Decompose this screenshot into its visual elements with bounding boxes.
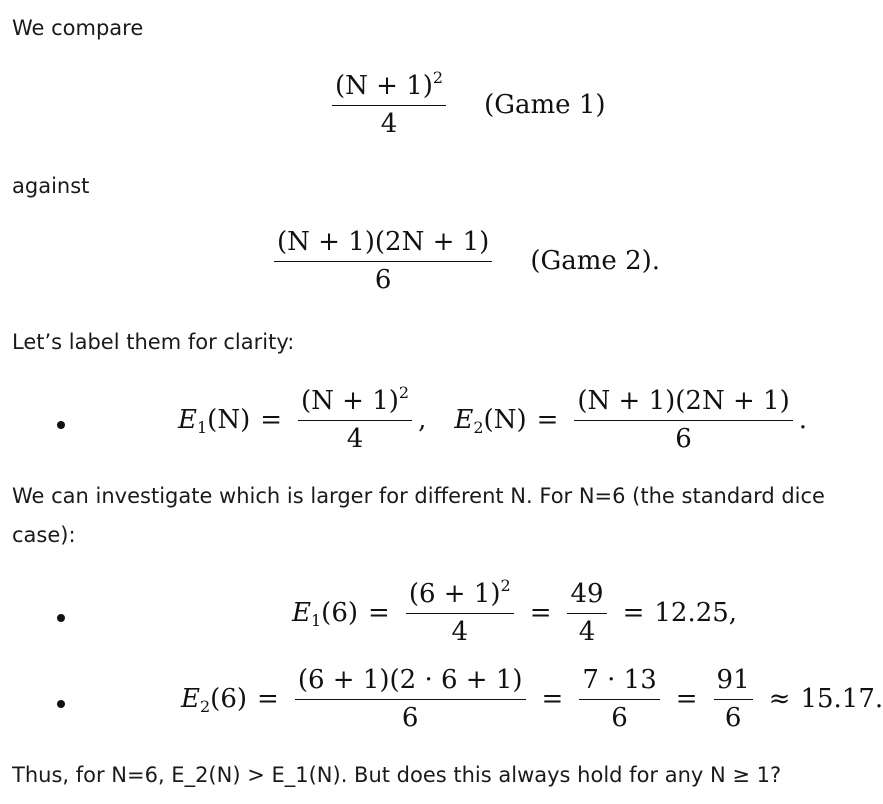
e1-six-denominator: 4: [451, 616, 469, 647]
game2-equation: [268, 228, 660, 294]
e1-exponent: 2: [398, 383, 410, 402]
e1-fraction: [298, 383, 412, 454]
label-text: Let’s label them for clarity:: [12, 330, 295, 354]
e1-six-result: 12.25,: [654, 598, 738, 629]
conclusion-text: Thus, for N=6, E_2(N) > E_1(N). But does this always hold for any N ≥ 1?: [12, 763, 782, 787]
bullet-point: [57, 700, 65, 708]
e1-six-simplified-fraction: [567, 580, 606, 646]
e2-six-result: 15.17.: [800, 684, 883, 715]
e2-six-label: E: [181, 684, 200, 715]
e2-six-equation: $E_2(6)$ = $\frac{(6 + 1)(2 \cdot 6 + 1)}{6}$ = $\frac{7 \cdot 13}{6}$ = $\frac{91}{6}$ ≈ 15.17.: [181, 665, 883, 733]
e1-label: E: [178, 405, 197, 436]
e1-six-numerator: (6 + 1): [408, 579, 501, 609]
e2-six-simplified-fraction: [714, 666, 753, 732]
game1-denominator: 4: [380, 108, 398, 139]
investigate-text: We can investigate which is larger for different N. For N=6 (the standard dice case):: [12, 484, 825, 547]
e1-denominator: 4: [346, 423, 364, 454]
game2-denominator: 6: [374, 264, 392, 295]
e2-argument: (N): [483, 405, 527, 436]
e2-six-subscript: 2: [199, 697, 211, 717]
e2-six-product-numerator: 7 · 13: [579, 666, 659, 700]
e2-six-simplified-denominator: 6: [724, 702, 742, 733]
e1-six-subscript: 1: [310, 611, 322, 631]
game2-tag: (Game 2).: [530, 246, 661, 277]
e1-subscript: 1: [196, 418, 208, 438]
game1-tag: (Game 1): [484, 90, 606, 121]
e2-fraction: [574, 387, 792, 453]
e1-six-label: E: [292, 598, 311, 629]
e2-subscript: 2: [473, 418, 484, 438]
against-text: against: [12, 174, 90, 198]
game2-numerator: (N + 1)(2N + 1): [274, 228, 492, 262]
intro-text: We compare: [12, 16, 144, 40]
bullet-point: [57, 614, 65, 622]
e1-six-simplified-numerator: 49: [567, 580, 606, 614]
e2-label: E: [454, 405, 474, 436]
e2-six-simplified-numerator: 91: [714, 666, 753, 700]
game1-exponent: 2: [432, 68, 444, 87]
e1-six-equation: $E_1(6)$ = $\frac{(6 + 1)^2}{4}$ = $\frac{49}{4}$ = 12.25,: [292, 576, 738, 647]
e1-argument: (N): [207, 405, 251, 436]
e1-six-fraction: [406, 576, 514, 647]
bullet-point: [57, 421, 65, 429]
e1-six-argument: (6): [321, 598, 359, 629]
game1-numerator: (N + 1): [335, 71, 433, 101]
e1-six-simplified-denominator: 4: [578, 616, 596, 647]
e1-numerator: (N + 1): [301, 386, 399, 416]
e2-six-fraction: [295, 666, 526, 732]
game2-fraction: [274, 228, 492, 294]
game1-equation: [326, 68, 606, 139]
game1-fraction: [332, 68, 446, 139]
e2-six-argument: (6): [210, 684, 248, 715]
definitions-equation: $E_1(N)$ = $\frac{(N + 1)^2}{4}$ , $E_2(N)$ = $\frac{(N + 1)(2N + 1)}{6}$ .: [178, 383, 807, 454]
e2-numerator: (N + 1)(2N + 1): [574, 387, 792, 421]
e2-six-numerator: (6 + 1)(2 · 6 + 1): [295, 666, 526, 700]
e2-six-denominator: 6: [401, 702, 419, 733]
e2-denominator: 6: [675, 423, 692, 454]
e1-six-exponent: 2: [500, 576, 511, 595]
e2-six-product-denominator: 6: [611, 702, 628, 733]
e2-six-product-fraction: [579, 666, 659, 732]
